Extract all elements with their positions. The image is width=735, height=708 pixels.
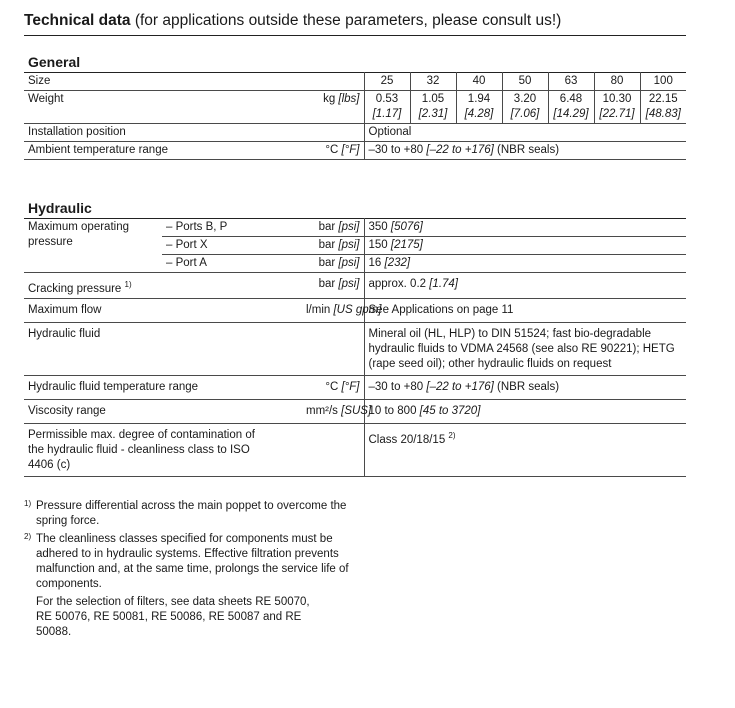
install-label: Installation position (24, 124, 302, 142)
size-cell: 100 (640, 73, 686, 91)
fluid-value: Mineral oil (HL, HLP) to DIN 51524; fast bio-degradable hydraulic fluids to VDMA 24568 (see also RE 90221); HETG (rape seed oil); other hydraulic fluids on request (364, 322, 686, 375)
port-label: – Port X (162, 237, 302, 255)
ambient-value: –30 to +80 [–22 to +176] (NBR seals) (364, 142, 686, 160)
footnote-marker: 2) (24, 532, 32, 541)
contamination-row (24, 423, 686, 476)
install-value: Optional (364, 124, 686, 142)
footnote-2 (24, 532, 354, 640)
weight-cell: 3.20 [7.06] (502, 91, 548, 124)
flow-unit: l/min [US gpm] (302, 298, 364, 322)
title-note: (for applications outside these parameters, please consult us!) (134, 12, 562, 29)
fluid-temp-unit: °C [°F] (302, 375, 364, 399)
fluid-temp-value: –30 to +80 [–22 to +176] (NBR seals) (364, 375, 686, 399)
viscosity-label: Viscosity range (24, 399, 302, 423)
install-unit-cell (302, 124, 364, 142)
ambient-row (24, 142, 686, 160)
cracking-value: approx. 0.2 [1.74] (364, 273, 686, 299)
cracking-row (24, 273, 686, 299)
footnote-text: Pressure differential across the main poppet to overcome the spring force. (36, 500, 347, 527)
weight-cell: 1.05 [2.31] (410, 91, 456, 124)
install-row (24, 124, 686, 142)
general-heading: General (28, 54, 81, 70)
pressure-unit: bar [psi] (302, 255, 364, 273)
cracking-label: Cracking pressure $^{1)}$ (24, 273, 302, 299)
page-title (24, 12, 686, 30)
pressure-unit: bar [psi] (302, 219, 364, 237)
hydraulic-heading: Hydraulic (28, 200, 92, 216)
size-cell: 32 (410, 73, 456, 91)
hydraulic-table (24, 218, 686, 477)
size-cell: 40 (456, 73, 502, 91)
weight-label: Weight (24, 91, 302, 124)
pressure-value: 150 [2175] (364, 237, 686, 255)
viscosity-value: 10 to 800 [45 to 3720] (364, 399, 686, 423)
contamination-unit-cell (302, 423, 364, 476)
fluid-label: Hydraulic fluid (24, 322, 302, 375)
ambient-label: Ambient temperature range (24, 142, 302, 160)
weight-cell: 6.48 [14.29] (548, 91, 594, 124)
weight-cell: 10.30 [22.71] (594, 91, 640, 124)
flow-row (24, 298, 686, 322)
fluid-unit-cell (302, 322, 364, 375)
max-pressure-label: Maximum operating pressure (24, 219, 162, 273)
size-label: Size (24, 73, 302, 91)
contamination-label: Permissible max. degree of contamination of the hydraulic fluid - cleanliness class to ISO 4406 (c) (24, 423, 302, 476)
size-cell: 80 (594, 73, 640, 91)
flow-value: See Applications on page 11 (364, 298, 686, 322)
weight-unit: kg [lbs] (302, 91, 364, 124)
ambient-unit: °C [°F] (302, 142, 364, 160)
size-row (24, 73, 686, 91)
pressure-value: 16 [232] (364, 255, 686, 273)
general-section (24, 52, 686, 160)
size-unit-cell (302, 73, 364, 91)
weight-cell: 0.53 [1.17] (364, 91, 410, 124)
flow-label: Maximum flow (24, 298, 302, 322)
footnote-marker: 1) (24, 499, 32, 508)
footnote-1 (24, 499, 354, 529)
fluid-row (24, 322, 686, 375)
weight-cell: 1.94 [4.28] (456, 91, 502, 124)
pressure-unit: bar [psi] (302, 237, 364, 255)
general-table (24, 72, 686, 160)
weight-row (24, 91, 686, 124)
footnote-text: For the selection of filters, see data sheets RE 50070, RE 50076, RE 50081, RE 50086, RE 50087 and RE 50088. (36, 596, 310, 638)
contamination-value: Class 20/18/15 $^{2)}$ (364, 423, 686, 476)
title-rule (24, 35, 686, 36)
pressure-value: 350 [5076] (364, 219, 686, 237)
footnotes (24, 499, 354, 643)
footnote-text: The cleanliness classes specified for components must be adhered to in hydraulic systems. Effective filtration prevents malfunction and, at the same time, prolongs the service life of components. (36, 533, 349, 590)
viscosity-unit: mm²/s [SUS] (302, 399, 364, 423)
pressure-row-bp (24, 219, 686, 237)
port-label: – Ports B, P (162, 219, 302, 237)
title-bold: Technical data (24, 12, 131, 29)
size-cell: 63 (548, 73, 594, 91)
port-label: – Port A (162, 255, 302, 273)
cracking-unit: bar [psi] (302, 273, 364, 299)
hydraulic-section (24, 198, 686, 477)
size-cell: 50 (502, 73, 548, 91)
viscosity-row (24, 399, 686, 423)
fluid-temp-label: Hydraulic fluid temperature range (24, 375, 302, 399)
fluid-temp-row (24, 375, 686, 399)
weight-cell: 22.15 [48.83] (640, 91, 686, 124)
size-cell: 25 (364, 73, 410, 91)
